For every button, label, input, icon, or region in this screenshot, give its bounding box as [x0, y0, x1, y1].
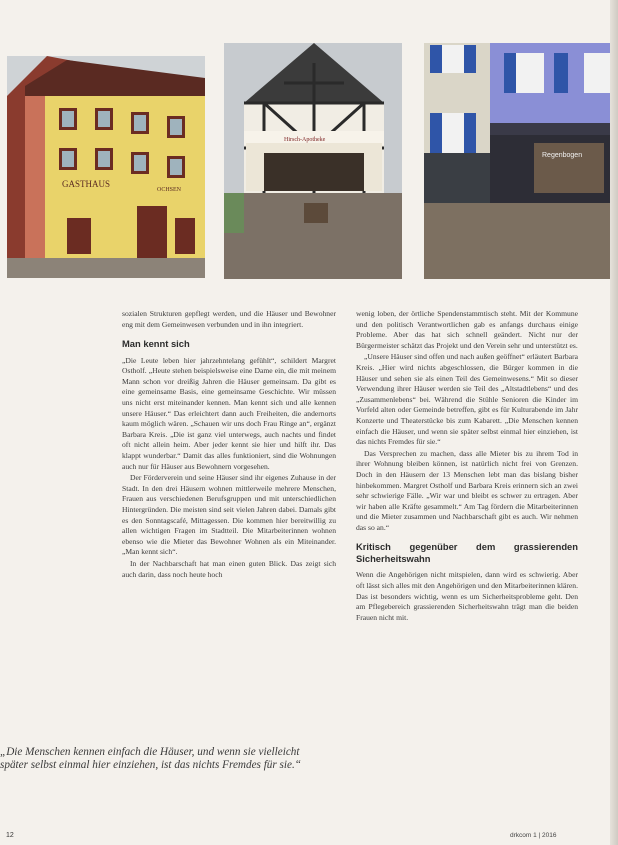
svg-text:GASTHAUS: GASTHAUS	[62, 179, 111, 189]
blue-house-photo	[424, 43, 615, 279]
page-number: 12	[6, 832, 14, 839]
right-column	[356, 309, 578, 624]
left-intro: sozialen Strukturen gepflegt werden, und die Häuser und Bewohner eng mit dem Gemeinwesen verbunden und in ihn integriert.	[122, 309, 336, 329]
svg-text:Regenbogen: Regenbogen	[542, 152, 583, 159]
left-paragraph: Der Förderverein und seine Häuser sind ihr eigenes Zuhause in der Stadt. In den drei Häusern wohnen mittlerweile mehrere Menschen, Frauen aus verschiedenen Berufsgruppen und mit unterschiedlichen Hintergründen. Die meisten sind seit vielen Jahren dabei. Damals gibt es den Sonntagscafé, Mittagessen. Die kommen hier bereitwillig zu allen wichtigen Fragen im Stadtteil. Die Mitarbeiterinnen wohnen ebenso wie die Mieter das Bewohner Wohnen als ein Miteinander. „Man kennt sich“.	[122, 473, 336, 557]
svg-text:OCHSEN: OCHSEN	[157, 187, 182, 193]
page-edge	[610, 0, 618, 845]
section-heading-sicherheitswahn: Kritisch gegenüber dem grassierenden Sicherheitswahn	[356, 541, 578, 564]
left-paragraph: „Die Leute leben hier jahrzehntelang gefühlt“, schildert Margret Ostholf. „Heute stehen beispielsweise eine Dame ein, die mit meinem Mann schon vor dreißig Jahren die Häuser gemeinsam. Da gibt es eine gemeinsame Basis, eine gemeinsame Geschichte. Wir müssen uns nicht erst miteinander kennen. Man kennt sich und alle kennen unsere Häuser.“ Das erleichtert dann auch Freiheiten, die andernorts kaum möglich wären. „Schauen wir uns doch Frau Ringe an“, ergänzt Barbara Kreis. „Die ist ganz viel unterwegs, auch nachts und findet oft nicht allein heim. Aber jeder kennt sie hier und hilft ihr. Das klappt wunderbar.“ Damit das alles funktioniert, sind die Wohnungen auch nur für Häuser aus Bewohnern vorgesehen.	[122, 355, 336, 471]
left-column	[122, 309, 336, 581]
apotheke-photo	[224, 43, 402, 279]
right-intro: wenig loben, der örtliche Spendenstammtisch steht. Mit der Kommune und den politisch Verantwortlichen gab es anfangs durchaus einige Probleme. Aber das hat sich schnell geändert. Nicht nur der Bürgermeister schätzt das Projekt und den Verein sehr und unterstützt es.	[356, 309, 578, 350]
gasthaus-photo	[7, 56, 205, 278]
section-heading-man-kennt-sich: Man kennt sich	[122, 338, 190, 350]
right-paragraph: Wenn die Angehörigen nicht mitspielen, dann wird es schwierig. Aber oft lässt sich alles mit den Angehörigen und den Mitarbeiterinnen klären. Das ist besonders wichtig, wenn es um Sicherheitsprobleme geht. Den am Pflegebereich grassierenden Sicherheitswahn trägt man die beiden Frauen nicht mit.	[356, 570, 578, 622]
footer-text: drkcom 1 | 2016	[510, 832, 557, 839]
svg-text:Hirsch-Apotheke: Hirsch-Apotheke	[284, 137, 326, 143]
right-paragraph: Das Versprechen zu machen, dass alle Mieter bis zu ihrem Tod in ihrer Wohnung bleiben können, ist natürlich nicht frei von Grenzen. Doch in den Häusern der 13 Menschen lebt man das bislang bisher hinbekommen. Margret Ostholf und Barbara Kreis erinnern sich an zwei sehr schwierige Fälle. „Wir war und bleibt es schwer zu ertragen. Aber wir haben alle Kräfte gesammelt.“ Am Tag fördern die Mitarbeiterinnen und die Mieter zusammen und Nachbarschaft gibt es auch. Wir nehmen das so an.“	[356, 448, 578, 532]
left-paragraph: In der Nachbarschaft hat man einen guten Blick. Das zeigt sich auch darin, dass noch heute hoch	[122, 558, 336, 579]
right-paragraph: „Unsere Häuser sind offen und nach außen geöffnet“ erläutert Barbara Kreis. „Hier wird nichts abgeschlossen, die Bürger kommen in die Häuser und sehen sie als einen Teil des Gemeinwesens.“ Mit so dieser Verwendung ihrer Häuser werden sie Teil des „Altstadtlebens“ und des „Zusammenlebens“ bei. Während die Stühle Senioren die Kinder im Vorfeld alten oder Gemeinde betreffen, gibt es für Kulturabende im Jahr Konzerte und Theaterstücke bis zum Kabarett. „Die Menschen kennen einfach die Häuser, und wenn sie später selbst einmal hier einziehen, ist das nichts Fremdes für sie.“	[356, 352, 578, 447]
pull-quote: „Die Menschen kennen einfach die Häuser, und wenn sie vielleicht später selbst einmal hier einziehen, ist das nichts Fremdes für sie.“	[0, 746, 302, 772]
